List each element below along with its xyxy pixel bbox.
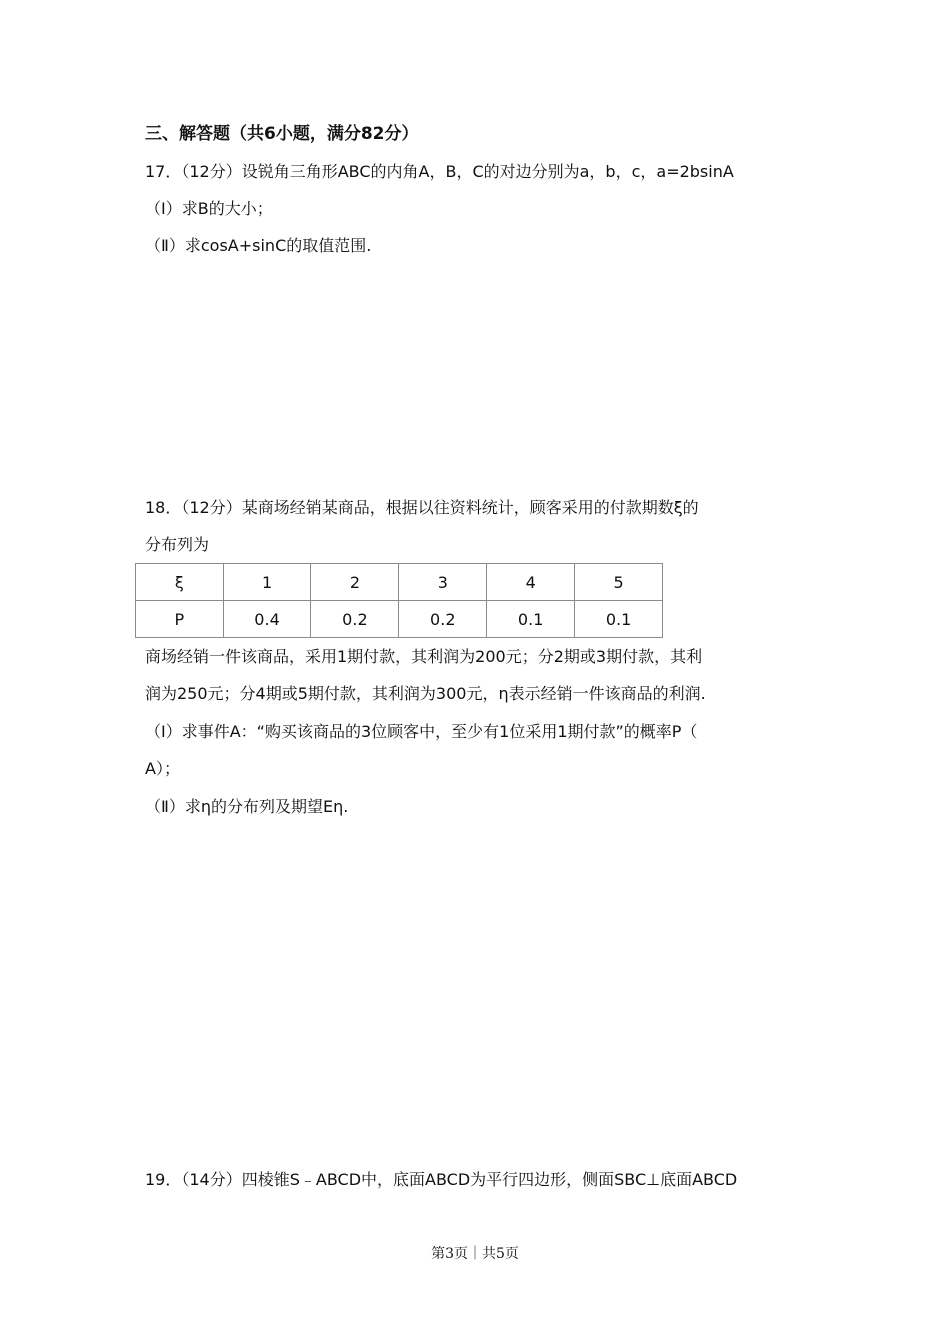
q17-stem: 17．（12分）设锐角三角形ABC的内角A，B，C的对边分别为a，b，c，a=2bsinA	[145, 162, 734, 181]
page-footer: 第3页｜共5页	[431, 1246, 519, 1262]
table-cell: 3	[399, 564, 487, 601]
q19-stem: 19．（14分）四棱锥S﹣ABCD中，底面ABCD为平行四边形，侧面SBC⊥底面ABCD	[145, 1170, 738, 1189]
table-cell: P	[136, 601, 224, 638]
q18-stem-line1: 18．（12分）某商场经销某商品，根据以往资料统计，顾客采用的付款期数ξ的	[145, 498, 699, 517]
q18-part1-line2: A）；	[145, 759, 180, 778]
table-row	[136, 564, 663, 601]
q18-stem-line2: 分布列为	[145, 535, 210, 554]
table-cell: 0.4	[223, 601, 311, 638]
q18-part1-line1: （Ⅰ）求事件A：“购买该商品的3位顾客中，至少有1位采用1期付款”的概率P（	[145, 722, 698, 741]
table-cell: 4	[487, 564, 575, 601]
table-cell: 1	[223, 564, 311, 601]
table-cell: 0.2	[311, 601, 399, 638]
q18-text-line2: 润为250元；分4期或5期付款，其利润为300元，η表示经销一件该商品的利润.	[145, 684, 706, 703]
table-cell: 0.1	[575, 601, 663, 638]
q18-text-line1: 商场经销一件该商品，采用1期付款，其利润为200元；分2期或3期付款，其利	[145, 647, 703, 666]
table-cell: 0.2	[399, 601, 487, 638]
table-row	[136, 601, 663, 638]
table-cell: ξ	[136, 564, 224, 601]
q17-part1: （Ⅰ）求B的大小；	[145, 199, 273, 218]
table-cell: 0.1	[487, 601, 575, 638]
table-cell: 5	[575, 564, 663, 601]
q18-part2: （Ⅱ）求η的分布列及期望Eη.	[145, 797, 349, 816]
section-title: 三、解答题（共6小题，满分82分）	[145, 124, 419, 144]
q17-part2: （Ⅱ）求cosA+sinC的取值范围.	[145, 236, 372, 255]
table-cell: 2	[311, 564, 399, 601]
distribution-table	[135, 563, 663, 638]
